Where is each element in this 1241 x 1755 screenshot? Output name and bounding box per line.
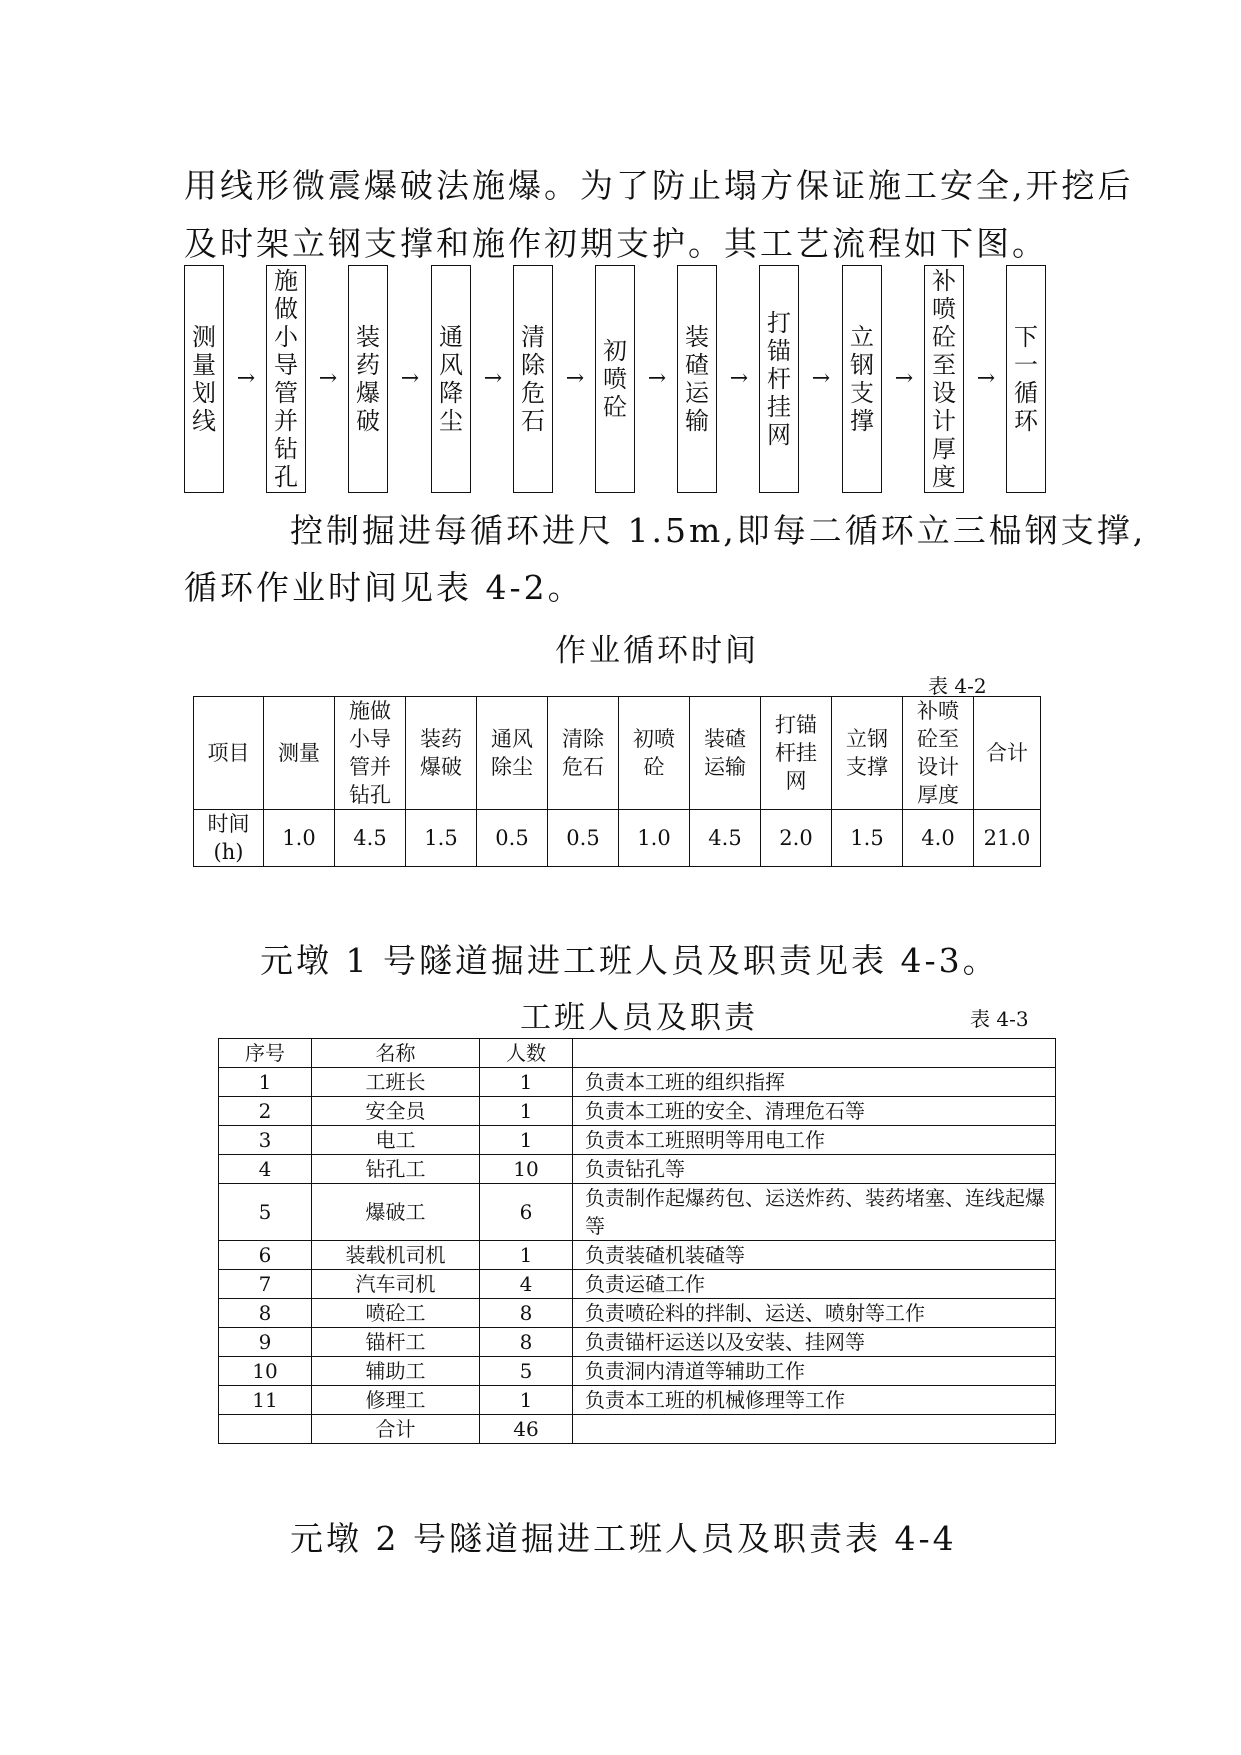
table-4-3-duty-cell: 负责本工班的组织指挥 xyxy=(573,1068,1056,1097)
table-4-2-header-cell xyxy=(761,697,832,810)
table-4-2-header-cell xyxy=(903,697,974,810)
table-4-2-value-cell: 0.5 xyxy=(548,810,619,867)
flow-step-char: 钻 xyxy=(274,435,298,463)
flow-step-char: 度 xyxy=(932,463,956,491)
flow-step-char: 喷 xyxy=(603,365,627,393)
flow-step-char: 输 xyxy=(685,407,709,435)
table-4-3-count-cell: 46 xyxy=(480,1415,573,1444)
table-4-3-name-cell: 喷砼工 xyxy=(312,1299,480,1328)
table-4-3-no-cell: 2 xyxy=(219,1097,312,1126)
flow-step-char: 补 xyxy=(932,267,956,295)
table-4-2-header-cell xyxy=(832,697,903,810)
table-4-3-count-cell: 1 xyxy=(480,1126,573,1155)
header-line: 设计 xyxy=(917,755,959,779)
table-4-3-count-cell: 1 xyxy=(480,1068,573,1097)
table-4-3-name-cell: 修理工 xyxy=(312,1386,480,1415)
table-4-2-time-row xyxy=(194,810,1041,867)
flow-step-char: 初 xyxy=(603,337,627,365)
table-4-3-no-cell: 5 xyxy=(219,1184,312,1241)
flow-step-char: 小 xyxy=(274,323,298,351)
flow-step-char: 划 xyxy=(192,379,216,407)
header-line: 运输 xyxy=(704,755,746,779)
header-line: 除尘 xyxy=(491,755,533,779)
table-row xyxy=(219,1386,1056,1415)
table-4-3-caption: 工班人员及职责 xyxy=(520,1000,758,1036)
flow-arrow-icon: → xyxy=(565,366,585,391)
table-4-2-row-label xyxy=(194,810,264,867)
flow-step-char: 石 xyxy=(521,407,545,435)
flow-arrow-icon: → xyxy=(318,366,338,391)
table-4-2-header-cell xyxy=(974,697,1041,810)
table-4-3-duty-cell: 负责制作起爆药包、运送炸药、装药堵塞、连线起爆等 xyxy=(573,1184,1056,1241)
table-4-2-value-cell: 4.0 xyxy=(903,810,974,867)
flow-step-char: 并 xyxy=(274,407,298,435)
flow-step-char: 计 xyxy=(932,407,956,435)
table-4-3-header-cell xyxy=(573,1039,1056,1068)
table-4-3 xyxy=(218,1038,1056,1444)
header-line: 清除 xyxy=(562,727,604,751)
flow-step-char: 网 xyxy=(767,421,791,449)
flow-step-char: 装 xyxy=(356,323,380,351)
table-4-2-header-cell xyxy=(619,697,690,810)
flow-step-char: 装 xyxy=(685,323,709,351)
flow-step-char: 孔 xyxy=(274,463,298,491)
flow-step-char: 至 xyxy=(932,351,956,379)
row-label-line: (h) xyxy=(213,840,244,864)
flow-step-char: 管 xyxy=(274,379,298,407)
flow-step-char: 清 xyxy=(521,323,545,351)
header-line: 危石 xyxy=(562,755,604,779)
flow-step-box xyxy=(924,265,964,493)
flow-step-char: 爆 xyxy=(356,379,380,407)
flow-step-char: 除 xyxy=(521,351,545,379)
table-4-3-count-cell: 8 xyxy=(480,1299,573,1328)
table-4-3-no-cell: 4 xyxy=(219,1155,312,1184)
table-4-2-caption: 作业循环时间 xyxy=(555,633,759,669)
header-line: 装碴 xyxy=(704,727,746,751)
table-4-2-header-cell xyxy=(335,697,406,810)
header-line: 打锚 xyxy=(775,713,817,737)
flow-step-box xyxy=(595,265,635,493)
flow-step-char: 打 xyxy=(767,309,791,337)
flow-step-char: 钢 xyxy=(850,351,874,379)
table-4-3-duty-cell: 负责钻孔等 xyxy=(573,1155,1056,1184)
table-row xyxy=(219,1241,1056,1270)
table-4-3-duty-cell: 负责本工班的安全、清理危石等 xyxy=(573,1097,1056,1126)
header-line: 砼至 xyxy=(917,727,959,751)
table-4-3-count-cell: 1 xyxy=(480,1241,573,1270)
header-line: 装药 xyxy=(420,727,462,751)
flow-arrow-icon: → xyxy=(236,366,256,391)
flow-arrow-icon: → xyxy=(811,366,831,391)
flow-arrow-icon: → xyxy=(483,366,503,391)
table-row xyxy=(219,1068,1056,1097)
flow-step-char: 尘 xyxy=(439,407,463,435)
flow-step-char: 做 xyxy=(274,295,298,323)
flow-step-char: 支 xyxy=(850,379,874,407)
table-4-2-header-cell xyxy=(548,697,619,810)
table-4-3-name-cell: 安全员 xyxy=(312,1097,480,1126)
flow-step-char: 挂 xyxy=(767,393,791,421)
table-row xyxy=(219,1270,1056,1299)
table-row xyxy=(219,1357,1056,1386)
table-4-3-no-cell: 3 xyxy=(219,1126,312,1155)
table-row xyxy=(219,1097,1056,1126)
flow-step-box xyxy=(759,265,799,493)
table-4-3-name-cell: 汽车司机 xyxy=(312,1270,480,1299)
table-4-3-duty-cell: 负责本工班照明等用电工作 xyxy=(573,1126,1056,1155)
table-4-2-value-cell: 4.5 xyxy=(690,810,761,867)
table-4-2-value-cell: 4.5 xyxy=(335,810,406,867)
flow-step-char: 碴 xyxy=(685,351,709,379)
table-4-3-duty-cell: 负责本工班的机械修理等工作 xyxy=(573,1386,1056,1415)
table-row xyxy=(219,1299,1056,1328)
flow-arrow-icon: → xyxy=(647,366,667,391)
flow-step-char: 循 xyxy=(1014,379,1038,407)
flow-step-char: 线 xyxy=(192,407,216,435)
flow-step-char: 砼 xyxy=(932,323,956,351)
flow-step-box xyxy=(184,265,224,493)
table-4-3-no-cell: 10 xyxy=(219,1357,312,1386)
para4-text: 元墩 2 号隧道掘进工班人员及职责表 4-4 xyxy=(290,1519,957,1558)
table-4-3-name-cell: 工班长 xyxy=(312,1068,480,1097)
flow-step-char: 测 xyxy=(192,323,216,351)
flow-arrow-icon: → xyxy=(894,366,914,391)
table-4-2-header-row xyxy=(194,697,1041,810)
flow-step-box xyxy=(431,265,471,493)
flow-step-char: 危 xyxy=(521,379,545,407)
table-row xyxy=(219,1126,1056,1155)
flow-step-box xyxy=(677,265,717,493)
table-4-3-name-cell: 装载机司机 xyxy=(312,1241,480,1270)
flow-step-char: 一 xyxy=(1014,351,1038,379)
table-4-3-count-cell: 5 xyxy=(480,1357,573,1386)
table-4-3-name-cell: 锚杆工 xyxy=(312,1328,480,1357)
table-4-3-no-cell: 6 xyxy=(219,1241,312,1270)
table-4-3-name-cell: 辅助工 xyxy=(312,1357,480,1386)
header-line: 测量 xyxy=(278,741,320,765)
flow-step-char: 杆 xyxy=(767,365,791,393)
table-4-2-value-cell: 0.5 xyxy=(477,810,548,867)
table-4-3-header-cell: 序号 xyxy=(219,1039,312,1068)
table-4-3-no-cell xyxy=(219,1415,312,1444)
table-4-2-header-cell xyxy=(406,697,477,810)
intro-line-2: 及时架立钢支撑和施作初期支护。其工艺流程如下图。 xyxy=(184,224,1048,263)
table-4-3-name-cell: 爆破工 xyxy=(312,1184,480,1241)
header-line: 立钢 xyxy=(846,727,888,751)
table-4-3-count-cell: 1 xyxy=(480,1097,573,1126)
table-4-3-duty-cell: 负责喷砼料的拌制、运送、喷射等工作 xyxy=(573,1299,1056,1328)
table-4-3-header-row xyxy=(219,1039,1056,1068)
flow-step-char: 喷 xyxy=(932,295,956,323)
header-line: 补喷 xyxy=(917,699,959,723)
table-4-3-count-cell: 1 xyxy=(480,1386,573,1415)
flow-arrow-icon: → xyxy=(400,366,420,391)
header-line: 钻孔 xyxy=(349,783,391,807)
header-line: 网 xyxy=(785,769,807,793)
table-4-2-header-cell xyxy=(690,697,761,810)
flow-step-char: 通 xyxy=(439,323,463,351)
flow-step-char: 厚 xyxy=(932,435,956,463)
table-4-3-name-cell: 合计 xyxy=(312,1415,480,1444)
header-line: 初喷 xyxy=(633,727,675,751)
table-4-2-value-cell: 1.0 xyxy=(264,810,335,867)
table-4-3-no-cell: 11 xyxy=(219,1386,312,1415)
table-4-3-count-cell: 6 xyxy=(480,1184,573,1241)
flow-step-char: 运 xyxy=(685,379,709,407)
table-4-2-header-cell xyxy=(264,697,335,810)
table-4-3-no-cell: 9 xyxy=(219,1328,312,1357)
table-4-3-count-cell: 4 xyxy=(480,1270,573,1299)
table-4-3-no-cell: 7 xyxy=(219,1270,312,1299)
flow-step-char: 撑 xyxy=(850,407,874,435)
header-line: 合计 xyxy=(986,741,1028,765)
table-4-3-header-cell: 名称 xyxy=(312,1039,480,1068)
table-4-3-name-cell: 钻孔工 xyxy=(312,1155,480,1184)
header-line: 通风 xyxy=(491,727,533,751)
table-row xyxy=(219,1328,1056,1357)
table-4-3-no-cell: 8 xyxy=(219,1299,312,1328)
table-4-3-total-row xyxy=(219,1415,1056,1444)
table-4-2-header-cell xyxy=(477,697,548,810)
table-4-3-duty-cell: 负责洞内清道等辅助工作 xyxy=(573,1357,1056,1386)
table-4-3-duty-cell: 负责锚杆运送以及安装、挂网等 xyxy=(573,1328,1056,1357)
flow-step-char: 砼 xyxy=(603,393,627,421)
table-4-3-header-cell: 人数 xyxy=(480,1039,573,1068)
table-4-3-no-cell: 1 xyxy=(219,1068,312,1097)
flow-step-char: 破 xyxy=(356,407,380,435)
flow-step-char: 药 xyxy=(356,351,380,379)
table-4-2-value-cell: 21.0 xyxy=(974,810,1041,867)
flow-step-box xyxy=(513,265,553,493)
flow-step-char: 量 xyxy=(192,351,216,379)
table-4-2-value-cell: 1.0 xyxy=(619,810,690,867)
header-line: 砼 xyxy=(643,755,665,779)
flow-step-char: 导 xyxy=(274,351,298,379)
flow-step-char: 立 xyxy=(850,323,874,351)
flow-step-box xyxy=(266,265,306,493)
para2-line-1: 控制掘进每循环进尺 1.5m,即每二循环立三榀钢支撑, xyxy=(290,511,1147,550)
flow-step-char: 降 xyxy=(439,379,463,407)
table-4-2-value-cell: 1.5 xyxy=(406,810,477,867)
flow-step-char: 设 xyxy=(932,379,956,407)
flow-step-char: 下 xyxy=(1014,323,1038,351)
table-4-3-duty-cell xyxy=(573,1415,1056,1444)
flow-step-box xyxy=(842,265,882,493)
header-line: 厚度 xyxy=(917,783,959,807)
header-line: 支撑 xyxy=(846,755,888,779)
flow-arrow-icon: → xyxy=(976,366,996,391)
table-4-3-name-cell: 电工 xyxy=(312,1126,480,1155)
header-line: 项目 xyxy=(207,741,250,765)
table-4-3-number: 表 4-3 xyxy=(970,1007,1029,1031)
table-4-2-value-cell: 1.5 xyxy=(832,810,903,867)
table-4-3-duty-cell: 负责运碴工作 xyxy=(573,1270,1056,1299)
header-line: 杆挂 xyxy=(775,741,817,765)
flow-step-char: 施 xyxy=(274,267,298,295)
para3-text: 元墩 1 号隧道掘进工班人员及职责见表 4-3。 xyxy=(260,941,999,980)
flow-step-char: 风 xyxy=(439,351,463,379)
table-4-3-count-cell: 8 xyxy=(480,1328,573,1357)
table-4-2-value-cell: 2.0 xyxy=(761,810,832,867)
flow-arrow-icon: → xyxy=(729,366,749,391)
flow-step-char: 锚 xyxy=(767,337,791,365)
process-flow-chart xyxy=(184,265,1074,495)
header-line: 小导 xyxy=(349,727,391,751)
header-line: 管并 xyxy=(349,755,391,779)
table-4-3-count-cell: 10 xyxy=(480,1155,573,1184)
table-4-2-header-cell xyxy=(194,697,264,810)
flow-step-char: 环 xyxy=(1014,407,1038,435)
row-label-line: 时间 xyxy=(207,812,250,836)
table-4-2-number: 表 4-2 xyxy=(928,674,987,698)
flow-step-box xyxy=(348,265,388,493)
table-row xyxy=(219,1184,1056,1241)
table-4-2 xyxy=(193,696,1041,867)
header-line: 施做 xyxy=(349,699,391,723)
table-4-3-duty-cell: 负责装碴机装碴等 xyxy=(573,1241,1056,1270)
header-line: 爆破 xyxy=(420,755,462,779)
intro-line-1: 用线形微震爆破法施爆。为了防止塌方保证施工安全,开挖后 xyxy=(184,166,1134,205)
para2-line-2: 循环作业时间见表 4-2。 xyxy=(184,568,584,607)
table-row xyxy=(219,1155,1056,1184)
flow-step-box xyxy=(1006,265,1046,493)
